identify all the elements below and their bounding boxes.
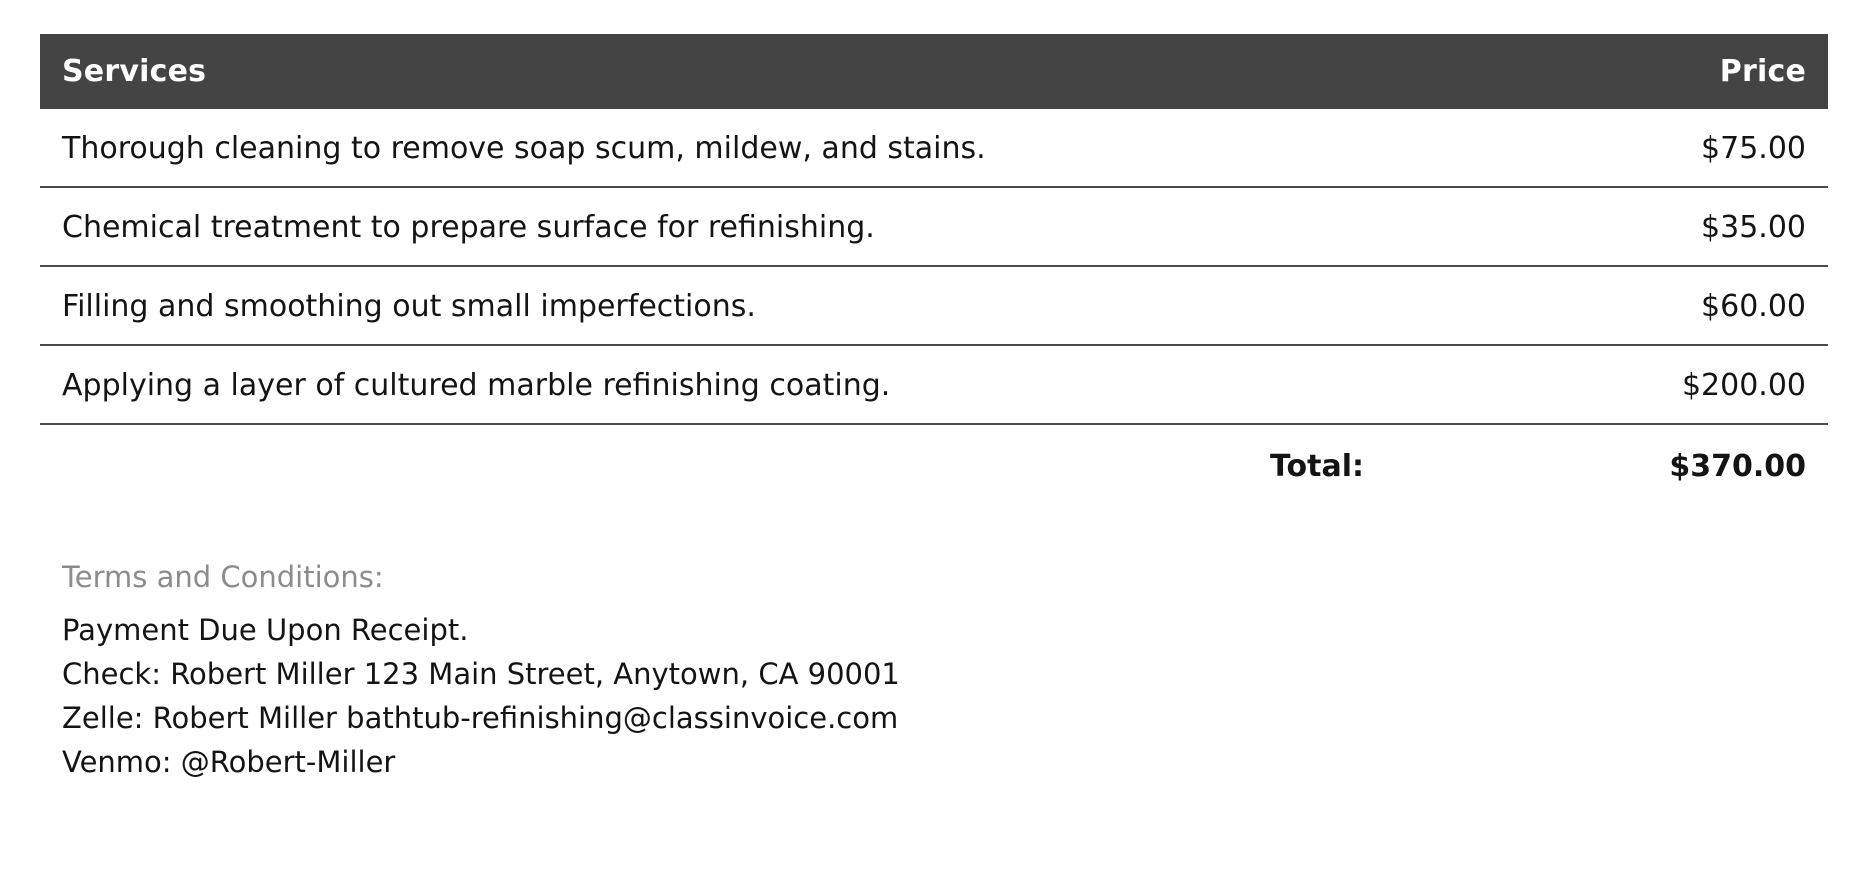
service-description: Filling and smoothing out small imperfections. bbox=[40, 266, 1424, 345]
service-price: $75.00 bbox=[1424, 109, 1828, 187]
service-price: $60.00 bbox=[1424, 266, 1828, 345]
terms-heading: Terms and Conditions: bbox=[62, 560, 384, 594]
terms-and-conditions-section bbox=[40, 560, 1828, 784]
services-price-table bbox=[40, 34, 1828, 504]
service-description: Chemical treatment to prepare surface for refinishing. bbox=[40, 187, 1424, 266]
table-body bbox=[40, 109, 1828, 504]
total-label: Total: bbox=[1270, 449, 1364, 484]
column-header-price: Price bbox=[1424, 34, 1828, 109]
table-row bbox=[40, 266, 1828, 345]
service-price: $200.00 bbox=[1424, 345, 1828, 424]
terms-line-payment: Payment Due Upon Receipt. bbox=[62, 613, 469, 647]
terms-line-check: Check: Robert Miller 123 Main Street, Anytown, CA 90001 bbox=[62, 657, 900, 692]
table-header bbox=[40, 34, 1828, 109]
table-row bbox=[40, 187, 1828, 266]
total-value: $370.00 bbox=[1669, 449, 1806, 484]
service-description: Applying a layer of cultured marble refinishing coating. bbox=[40, 345, 1424, 424]
table-header-row bbox=[40, 34, 1828, 109]
service-description: Thorough cleaning to remove soap scum, mildew, and stains. bbox=[40, 109, 1424, 187]
table-row bbox=[40, 109, 1828, 187]
service-price: $35.00 bbox=[1424, 187, 1828, 266]
terms-line-venmo: Venmo: @Robert-Miller bbox=[62, 745, 396, 780]
terms-line-zelle: Zelle: Robert Miller bathtub-refinishing@classinvoice.com bbox=[62, 701, 899, 736]
column-header-services: Services bbox=[40, 34, 1424, 109]
table-row bbox=[40, 345, 1828, 424]
total-row bbox=[40, 424, 1828, 504]
